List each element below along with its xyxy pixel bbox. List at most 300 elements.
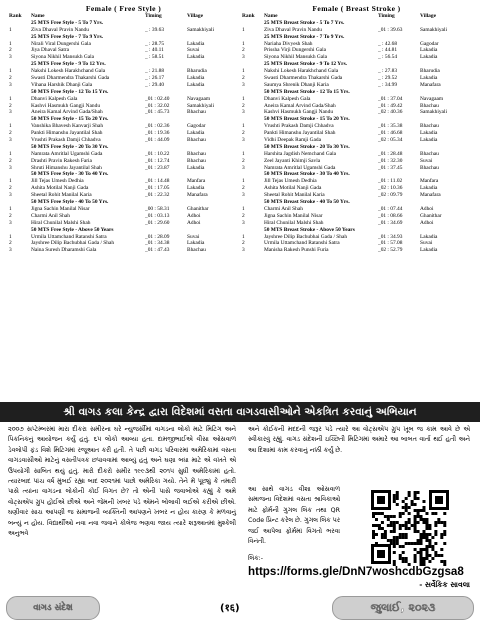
- category-heading: 50 MTS Breast Stroke - 40 To 50 Yrs.: [264, 199, 350, 206]
- table-row: [7, 82, 240, 89]
- village-cell: Lakadia: [187, 40, 205, 47]
- table-row: [7, 192, 240, 199]
- village-cell: Bharudia: [420, 68, 440, 75]
- rank-cell: 1: [242, 95, 245, 102]
- article-banner-title: શ્રી વાગડ કલા કેન્દ્ર દ્વારા વિદેશમાં વસતા વાગડવાસીઓને એકત્રિત કરવાનું અભિયાન: [0, 402, 480, 422]
- village-cell: Lakadia: [420, 185, 438, 192]
- name-cell: Jigna Sachin Manilal Nisar: [264, 212, 323, 219]
- name-cell: Nariaha Divyesh Shah: [264, 40, 313, 47]
- village-cell: Lakadia: [187, 130, 205, 137]
- rank-cell: 2: [9, 157, 12, 164]
- table-row: [240, 68, 473, 75]
- timing-cell: _01 : 39.63: [378, 26, 403, 33]
- table-row: [7, 54, 240, 61]
- table-row: [240, 130, 473, 137]
- rank-cell: 3: [242, 137, 245, 144]
- village-cell: Bhachau: [420, 164, 439, 171]
- table-row: [7, 123, 240, 130]
- table-row: [240, 240, 473, 247]
- table-row: [240, 178, 473, 185]
- name-cell: Charmi Anil Shah: [31, 212, 70, 219]
- village-cell: Ghanithar: [420, 212, 442, 219]
- village-cell: Gagodar: [187, 123, 206, 130]
- village-cell: Bhachau: [420, 102, 439, 109]
- village-cell: Lakadia: [187, 240, 205, 247]
- name-cell: Hiral Chunilal Malshi Shah: [31, 219, 91, 226]
- village-cell: Manafara: [420, 192, 441, 199]
- header-name: Name: [264, 13, 278, 19]
- timing-cell: _01 : 32.02: [145, 102, 170, 109]
- timing-cell: _01 : 37.45: [378, 164, 403, 171]
- issue-date: જુલાઈ, ૨૦૨૩: [370, 601, 436, 614]
- header-timing: Timing: [145, 13, 162, 19]
- timing-cell: _ : 40.11: [145, 47, 164, 54]
- rank-cell: 2: [242, 240, 245, 247]
- name-cell: Nakshi Lokesh Harakhchand Gala: [264, 68, 339, 75]
- timing-cell: _01 : 45.73: [145, 109, 170, 116]
- table-row: [7, 206, 240, 213]
- rank-cell: 1: [9, 68, 12, 75]
- table-row: [7, 247, 240, 254]
- article-right-top: [248, 425, 470, 456]
- rank-cell: 1: [242, 26, 245, 33]
- timing-cell: _01 : 34.38: [145, 240, 170, 247]
- rank-cell: 2: [242, 157, 245, 164]
- name-cell: Vanshika Bhavesh Kanvarji Shah: [31, 123, 104, 130]
- header-name: Name: [31, 13, 45, 19]
- header-timing: Timing: [378, 13, 395, 19]
- timing-cell: _ : 26.17: [145, 75, 165, 82]
- table-row: [240, 247, 473, 254]
- village-cell: Lakadia: [187, 75, 205, 82]
- rank-cell: 2: [9, 102, 12, 109]
- rank-cell: 1: [242, 178, 245, 185]
- table-row: [240, 192, 473, 199]
- timing-cell: _01 : 37.04: [378, 95, 403, 102]
- name-cell: Aneira Kamal Arvind Gada/Shah: [264, 102, 336, 109]
- timing-cell: _01 : 19.36: [145, 130, 170, 137]
- rank-cell: 1: [9, 205, 12, 212]
- category-heading: 50 MTS Free Style - Above 50 Years: [31, 226, 114, 233]
- name-cell: Pankti Himanshu Jayantilal Shah: [264, 130, 336, 137]
- table-row: [7, 75, 240, 82]
- name-cell: Jiya Dhaval Satra: [31, 47, 70, 54]
- rank-cell: 2: [9, 47, 12, 54]
- village-cell: Manafara: [420, 81, 441, 88]
- header-rank: Rank: [242, 13, 255, 19]
- rank-cell: 2: [242, 185, 245, 192]
- rank-cell: 1: [9, 233, 12, 240]
- breast-stroke-table: [240, 4, 473, 402]
- village-cell: Bhachau: [187, 109, 206, 116]
- name-cell: Ashita Motilal Nanji Gada: [264, 185, 322, 192]
- village-cell: Adhoi: [187, 212, 201, 219]
- timing-cell: _ : 29.40: [145, 81, 165, 88]
- timing-cell: _01 : 10.22: [145, 150, 170, 157]
- village-cell: Bhachau: [187, 247, 206, 254]
- category-heading: 50 MTS Free Style - 20 To 30 Yrs.: [31, 143, 109, 150]
- name-cell: Ziva Dhaval Pravin Nandu: [31, 26, 89, 33]
- rank-cell: 2: [242, 102, 245, 109]
- village-cell: Navagaam: [420, 95, 444, 102]
- rank-cell: 3: [242, 247, 245, 254]
- village-cell: Suvai: [187, 47, 200, 54]
- rank-cell: 1: [9, 150, 12, 157]
- table-row: [240, 234, 473, 241]
- village-cell: Suvai: [420, 157, 433, 164]
- rank-cell: 3: [242, 164, 245, 171]
- rank-cell: 3: [9, 54, 12, 61]
- name-cell: Hiral Chunilal Malshi Shah: [264, 219, 324, 226]
- table-row: [7, 47, 240, 54]
- name-cell: Jigna Sachin Manilal Nisar: [31, 205, 90, 212]
- table-row: [7, 178, 240, 185]
- table-row: [240, 54, 473, 61]
- category-heading: 50 MTS Free Style - 30 To 40 Yrs.: [31, 171, 109, 178]
- timing-cell: _02 : 05.34: [378, 137, 403, 144]
- timing-cell: _01 : 47.43: [145, 247, 170, 254]
- table-row: [7, 240, 240, 247]
- village-cell: Samakhiyali: [420, 109, 447, 116]
- timing-cell: _ : 58.51: [145, 54, 165, 61]
- results-tables: [7, 4, 473, 402]
- table-row: [240, 82, 473, 89]
- village-cell: Lakadia: [187, 54, 205, 61]
- name-cell: Ashita Motilal Nanji Gada: [31, 185, 89, 192]
- name-cell: Namrata Amritlal Ugamshi Gada: [264, 164, 336, 171]
- rank-cell: 1: [242, 205, 245, 212]
- timing-cell: _01 : 11.02: [378, 178, 403, 185]
- name-cell: Nakshi Lokesh Harakhchand Gala: [31, 68, 106, 75]
- qr-code-icon: [352, 488, 468, 566]
- village-cell: Lakadia: [187, 164, 205, 171]
- category-heading: 25 MTS Breast Stroke - 5 To 7 Yrs.: [264, 19, 345, 26]
- village-cell: Lakadia: [420, 54, 438, 61]
- category-heading: 50 MTS Breast Stroke - 12 To 15 Yrs.: [264, 88, 350, 95]
- link-label: લિંક:-: [248, 555, 264, 562]
- timing-cell: _01 : 34.93: [378, 233, 403, 240]
- timing-cell: _01 : 17.05: [145, 185, 170, 192]
- name-cell: Vrushti Prakash Damji Chhadva: [31, 137, 101, 144]
- header-village: Village: [420, 13, 436, 19]
- name-cell: Prissha Virji Dungershi Gala: [264, 47, 327, 54]
- table-row: [240, 109, 473, 116]
- rank-cell: 1: [242, 123, 245, 130]
- rank-cell: 3: [9, 247, 12, 254]
- rank-cell: 1: [242, 40, 245, 47]
- timing-cell: _02 : 40.36: [378, 109, 403, 116]
- table-row: [240, 75, 473, 82]
- table-row: [240, 123, 473, 130]
- table-row: [7, 137, 240, 144]
- name-cell: Siyona Nikhil Mansukh Gala: [31, 54, 95, 61]
- village-cell: Bhachau: [187, 157, 206, 164]
- rank-cell: 2: [242, 75, 245, 82]
- village-cell: Lakadia: [420, 75, 438, 82]
- table-row: [240, 41, 473, 48]
- name-cell: Vidhi Deepak Ramji Gada: [264, 137, 322, 144]
- name-cell: Sheetal Rohit Manilal Karia: [31, 192, 92, 199]
- timing-cell: _01 : 23.87: [145, 164, 170, 171]
- village-cell: Suvai: [187, 233, 200, 240]
- table-header: [240, 13, 473, 20]
- article-right-side-text: આ સાથે વાગડ વીશા ઓસવાળ સમાજના વિદેશમાં વસતા શ્રાવિકાઓ માટે ફોર્મની ગુગલ લિંક તથા QR Code પ્રિન્ટ કરેલ છે. ગુગલ લિંક પર જઈ આપેલા ફોર્મમાં વિગતો ભરવા વિનંતી.: [248, 486, 340, 546]
- category-heading: 50 MTS Free Style - 40 To 50 Yrs.: [31, 199, 109, 206]
- timing-cell: _01 : 14.48: [145, 178, 170, 185]
- village-cell: Samakhiyali: [420, 26, 447, 33]
- name-cell: Shruti Himanshu Jayantilal Shah: [31, 164, 102, 171]
- name-cell: Nirali Viral Dungershi Gala: [31, 40, 91, 47]
- village-cell: Bhachau: [187, 137, 206, 144]
- table-row: [7, 185, 240, 192]
- category-heading: 25 MTS Free Style - 5 To 7 Yrs.: [31, 19, 104, 26]
- rank-cell: 3: [9, 81, 12, 88]
- timing-cell: _01 : 02.36: [145, 123, 170, 130]
- name-cell: Saumya Shrenik Dhanji Karia: [264, 81, 329, 88]
- village-cell: Lakadia: [420, 130, 438, 137]
- name-cell: Urmila Uttamchand Ratanshi Satra: [264, 240, 340, 247]
- table-row: [7, 41, 240, 48]
- village-cell: Manafara: [187, 192, 208, 199]
- timing-cell: _01 : 46.68: [378, 130, 403, 137]
- table-row: [7, 158, 240, 165]
- name-cell: Zeel Jayanti Khimji Savla: [264, 157, 321, 164]
- category-heading: 50 MTS Breast Stroke - 30 To 40 Yrs.: [264, 171, 350, 178]
- rank-cell: 3: [9, 192, 12, 199]
- village-cell: Lakadia: [420, 247, 438, 254]
- issue-badge: [332, 596, 474, 620]
- village-cell: Lakadia: [187, 185, 205, 192]
- timing-cell: _01 : 57.08: [378, 240, 403, 247]
- timing-cell: _01 : 08.66: [378, 212, 403, 219]
- category-heading: 25 MTS Free Style - 7 To 9 Yrs.: [31, 33, 104, 40]
- name-cell: Harshita Jagdish Nemchand Gala: [264, 150, 337, 157]
- header-village: Village: [187, 13, 203, 19]
- timing-cell: _01 : 28.09: [145, 233, 170, 240]
- timing-cell: _01 : 07.44: [378, 205, 403, 212]
- table-row: [240, 206, 473, 213]
- village-cell: Adhoi: [420, 205, 434, 212]
- timing-cell: _ : 44.81: [378, 47, 398, 54]
- rank-cell: 1: [9, 178, 12, 185]
- category-heading: 50 MTS Free Style - 12 To 15 Yrs.: [31, 88, 109, 95]
- table-row: [7, 27, 240, 34]
- timing-cell: _ : 39.63: [145, 26, 165, 33]
- name-cell: Aneira Kamal Arvind Gada/Shah: [31, 109, 103, 116]
- table-row: [7, 103, 240, 110]
- table-row: [240, 137, 473, 144]
- village-cell: Bhachau: [187, 150, 206, 157]
- rank-cell: 1: [9, 40, 12, 47]
- timing-cell: _ : 28.75: [145, 40, 165, 47]
- rank-cell: 3: [242, 54, 245, 61]
- timing-cell: _ : 21.88: [145, 68, 165, 75]
- timing-cell: _01 : 29.60: [145, 219, 170, 226]
- name-cell: Namrata Amritlal Ugamshi Gada: [31, 150, 103, 157]
- timing-cell: _02 : 10.36: [378, 185, 403, 192]
- timing-cell: _ : 56.54: [378, 54, 398, 61]
- timing-cell: _01 : 02.40: [145, 95, 170, 102]
- name-cell: Sheetal Rohit Manilal Karia: [264, 192, 325, 199]
- timing-cell: _01 : 03.13: [145, 212, 170, 219]
- table-row: [240, 47, 473, 54]
- table-row: [7, 151, 240, 158]
- timing-cell: _ : 42.68: [378, 40, 398, 47]
- rank-cell: 2: [9, 75, 12, 82]
- rank-cell: 3: [242, 109, 245, 116]
- name-cell: Kashvi Hasmukh Gangji Nandu: [31, 102, 101, 109]
- table-row: [7, 165, 240, 172]
- village-cell: Lakadia: [187, 81, 205, 88]
- timing-cell: _01 : 49.42: [378, 102, 403, 109]
- name-cell: Jayshree Dilip Bachubhai Gada / Shah: [31, 240, 115, 247]
- rank-cell: 3: [242, 192, 245, 199]
- timing-cell: _01 : 12.74: [145, 157, 170, 164]
- article-author: - સર્વેકિક સાવલા: [419, 580, 470, 589]
- village-cell: Lakadia: [420, 47, 438, 54]
- rank-cell: 3: [9, 164, 12, 171]
- village-cell: Lakadia: [420, 137, 438, 144]
- village-cell: Adhoi: [187, 219, 201, 226]
- name-cell: Swasti Dharmendra Thakarshi Gada: [31, 75, 110, 82]
- table-row: [7, 220, 240, 227]
- name-cell: Vrushti Prakash Damji Chhadva: [264, 123, 334, 130]
- name-cell: Vihana Harshik Dhanji Gala: [31, 81, 93, 88]
- category-heading: 50 MTS Breast Stroke - Above 50 Years: [264, 226, 355, 233]
- rank-cell: 1: [9, 123, 12, 130]
- table-row: [240, 27, 473, 34]
- table-body: [7, 20, 240, 254]
- rank-cell: 1: [242, 233, 245, 240]
- rank-cell: 3: [242, 81, 245, 88]
- village-cell: Suvai: [420, 240, 433, 247]
- article-left-text: ૨૦૦૭ સપ્ટેમ્બરમાં મારા દીકરા સમીરના ઘરે ન્યુજર્સીમાં વાગડના લોકો માટે મિટિંગ અને પિકનિકનું આયોજન કર્યું હતું. ૬૫ લોકો આવ્યા હતા. દામજીભાઈએ વીસા ઓસવાળ ડેવલોપી ફંડ વિશે મિટિંગમાં રજૂઆત કરી હતી. તે પછી વાગડ પરિવારમાં અમેરિકામાં વસતા વાગડવાસીઓ માટેનું વસતીપત્રક છપાવવામાં આવ્યું હતું અને ઘણા બધા માટે એ વખતે એ ઉપયોગી સાબિત થયું હતું. મારો દીકરો સમીર ૧૯૯૩થી ૨૦૧૫ સુધી અમેરિકામાં હતો. ત્યારબાદ પાંચ વર્ષ મુંબઈ રહ્યા બાદ ૨૦૨૧માં પાછો અમેરિકા ગયો. તેને મેં પૂછ્યું કે તમારી પાસે ત્યાંના વાગડના લોકોની કોઈ વિગત છે? તો એની પાસે જવાબોએ કહ્યું કે અમે વોટ્સએપ ગ્રુપ હોઈએ છીએ અને જેમની ખબર પડે એમને બોલાવી લઈએ કરીએ છીએ. ઘણીવાર સાચ આપણી જ સમાજની વ્યક્તિની આપણને ખબર ન હોય કારણ કે મળવાનું બન્યું ન હોય. વિદ્યાર્થીઓ નવા નવા જવાને કોલેજ ભણવા જાય ત્યારે શરૂઆતમાં મુશ્કેલી અનુભવે: [8, 426, 236, 538]
- village-cell: Bhachau: [420, 150, 439, 157]
- table-row: [7, 130, 240, 137]
- name-cell: Pankti Himanshu Jayantilal Shah: [31, 130, 103, 137]
- timing-cell: _01 : 28.48: [378, 150, 403, 157]
- timing-cell: _ : 27.83: [378, 68, 398, 75]
- village-cell: Samakhiyali: [187, 26, 214, 33]
- village-cell: Manfara: [420, 178, 439, 185]
- category-heading: 25 MTS Breast Stroke - 7 To 9 Yrs.: [264, 33, 345, 40]
- page-number: (१६): [220, 603, 240, 614]
- category-heading: 50 MTS Breast Stroke - 20 To 30 Yrs.: [264, 143, 350, 150]
- village-cell: Navagaam: [187, 95, 211, 102]
- table-row: [7, 213, 240, 220]
- village-cell: Lakadia: [420, 233, 438, 240]
- rank-cell: 3: [242, 219, 245, 226]
- rank-cell: 2: [9, 212, 12, 219]
- table-row: [240, 165, 473, 172]
- timing-cell: _01 : 32.30: [378, 157, 403, 164]
- timing-cell: _ : 34.99: [378, 81, 398, 88]
- table-row: [7, 109, 240, 116]
- table-row: [7, 68, 240, 75]
- name-cell: Siyona Nikhil Mansukh Gala: [264, 54, 328, 61]
- table-body: [240, 20, 473, 254]
- name-cell: Manisha Rakesh Punshi Furia: [264, 247, 329, 254]
- article-left-column: [8, 425, 236, 539]
- table-header: [7, 13, 240, 20]
- name-cell: Jayshree Dilip Bachubhai Gada / Shah: [264, 233, 348, 240]
- name-cell: Naina Suresh Dharamshi Gala: [31, 247, 97, 254]
- name-cell: Dhanvi Kalpesh Gala: [264, 95, 311, 102]
- category-heading: 50 MTS Free Style - 15 To 20 Yrs.: [31, 116, 109, 123]
- village-cell: Adhoi: [420, 219, 434, 226]
- table-row: [240, 220, 473, 227]
- category-heading: 25 MTS Free Style - 9 To 12 Yrs.: [31, 61, 106, 68]
- google-form-link[interactable]: https://forms.gle/DnN7woshcdbGzgsa8: [248, 565, 464, 578]
- timing-cell: _ : 29.52: [378, 75, 398, 82]
- village-cell: Manfara: [187, 178, 206, 185]
- rank-cell: 3: [9, 137, 12, 144]
- name-cell: Jill Tejas Umesh Dedhia: [31, 178, 84, 185]
- timing-cell: _02 : 09.79: [378, 192, 403, 199]
- rank-cell: 1: [9, 95, 12, 102]
- timing-cell: _01 : 35.38: [378, 123, 403, 130]
- rank-cell: 2: [242, 130, 245, 137]
- name-cell: Ziva Dhaval Pravin Nandu: [264, 26, 322, 33]
- magazine-name: વાગડ સંદેશ: [33, 603, 73, 613]
- free-style-title: Female ( Free Style ): [85, 4, 162, 13]
- rank-cell: 1: [242, 68, 245, 75]
- header-rank: Rank: [9, 13, 22, 19]
- name-cell: Dhanvi Kalpesh Gala: [31, 95, 78, 102]
- rank-cell: 2: [242, 212, 245, 219]
- timing-cell: _01 : 34.69: [378, 219, 403, 226]
- rank-cell: 2: [9, 240, 12, 247]
- name-cell: Kashvi Hasmukh Gangji Nandu: [264, 109, 334, 116]
- timing-cell: _02 : 52.79: [378, 247, 403, 254]
- category-heading: 25 MTS Breast Stroke - 9 To 12 Yrs.: [264, 61, 348, 68]
- table-row: [240, 151, 473, 158]
- page-footer: [0, 592, 480, 622]
- village-cell: Gagodar: [420, 40, 439, 47]
- table-row: [7, 96, 240, 103]
- timing-cell: _00 : 58.31: [145, 205, 170, 212]
- timing-cell: _01 : 22.32: [145, 192, 170, 199]
- article-right-side: [248, 485, 340, 547]
- timing-cell: _01 : 44.09: [145, 137, 170, 144]
- table-row: [240, 185, 473, 192]
- rank-cell: 3: [9, 109, 12, 116]
- name-cell: Jill Tejas Umesh Dedhia: [264, 178, 317, 185]
- rank-cell: 3: [9, 219, 12, 226]
- magazine-name-badge: [6, 596, 100, 620]
- name-cell: Drashti Pravin Rakesh Faria: [31, 157, 92, 164]
- rank-cell: 2: [9, 185, 12, 192]
- table-row: [240, 96, 473, 103]
- village-cell: Bhachau: [420, 123, 439, 130]
- name-cell: Swasti Dharmendra Thakarshi Gada: [264, 75, 343, 82]
- category-heading: 50 MTS Breast Stroke - 15 To 20 Yrs.: [264, 116, 350, 123]
- rank-cell: 1: [9, 26, 12, 33]
- article-right-top-text: અને કોઈકની મદદની જરૂર પડે ત્યારે આ વોટ્સએપ ગ્રુપ ખૂબ જ કામ આવે છે એ સ્વીકારવું રહ્યું. વાગડ સંદેશની ઇચ્છિતી મિટિંગમાં અમારે આ બાબત વાર્તા થઈ હતી અને આ દિશામાં કામ કરવાનું નક્કી કર્યું છે.: [248, 426, 470, 454]
- name-cell: Urmila Uttamchand Ratanshi Satra: [31, 233, 107, 240]
- village-cell: Samakhiyali: [187, 102, 214, 109]
- rank-cell: 1: [242, 150, 245, 157]
- village-cell: Ghanithar: [187, 205, 209, 212]
- free-style-table: [7, 4, 240, 402]
- village-cell: Bharudia: [187, 68, 207, 75]
- table-row: [240, 213, 473, 220]
- rank-cell: 2: [242, 47, 245, 54]
- table-row: [240, 103, 473, 110]
- table-row: [240, 158, 473, 165]
- rank-cell: 2: [9, 130, 12, 137]
- breast-stroke-title: Female ( Breast Stroke ): [312, 4, 401, 13]
